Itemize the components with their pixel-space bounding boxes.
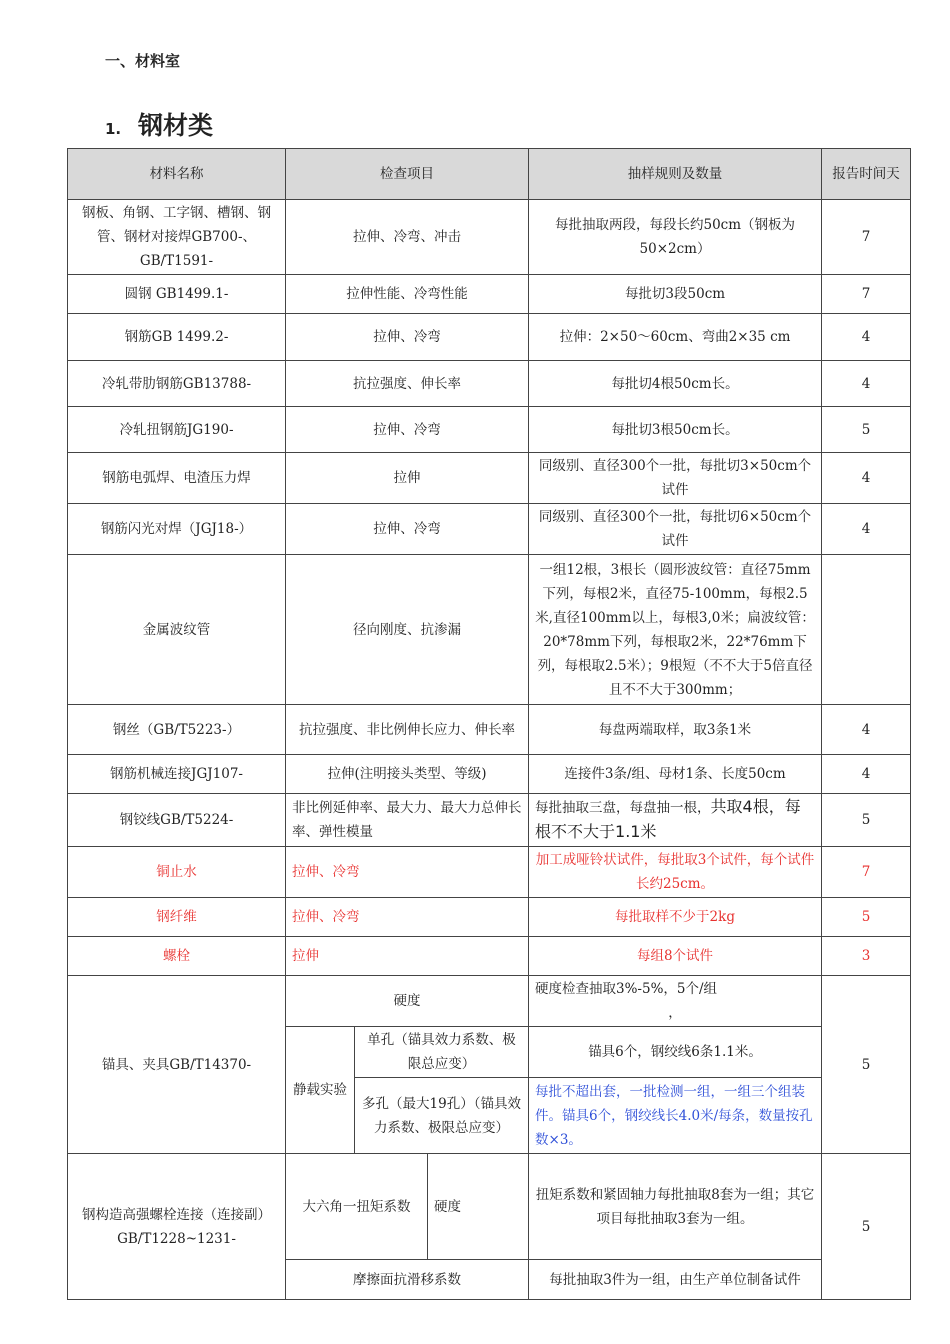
sampling-rule: 加工成哑铃状试件，每批取3个试件，每个试件长约25cm。 — [529, 847, 822, 898]
check-items: 拉伸、冷弯 — [286, 407, 529, 453]
report-days: 3 — [822, 937, 911, 976]
table-row — [68, 794, 911, 847]
table-row — [68, 200, 911, 275]
check-items: 拉伸 — [286, 453, 529, 504]
table-row — [68, 361, 911, 407]
sampling-rule: 每批取样不少于2kg — [529, 898, 822, 937]
material-name: 冷轧扭钢筋JG190- — [68, 407, 286, 453]
report-days: 7 — [822, 200, 911, 275]
sampling-rule-line: 硬度检查抽取3%-5%，5个/组 — [535, 981, 718, 997]
report-days: 5 — [822, 407, 911, 453]
material-name: 冷轧带肋钢筋GB13788- — [68, 361, 286, 407]
table-row — [68, 453, 911, 504]
check-item-friction: 摩擦面抗滑移系数 — [286, 1260, 529, 1300]
header-items: 检查项目 — [286, 149, 529, 200]
header-sampling: 抽样规则及数量 — [529, 149, 822, 200]
table-row — [68, 314, 911, 361]
heading-title: 钢材类 — [138, 111, 214, 140]
materials-table — [67, 148, 911, 1300]
sampling-rule: 同级别、直径300个一批，每批切6×50cm个试件 — [529, 504, 822, 555]
material-name: 钢筋GB 1499.2- — [68, 314, 286, 361]
check-items: 拉伸、冷弯 — [286, 847, 529, 898]
report-days: 4 — [822, 755, 911, 794]
report-days: 4 — [822, 314, 911, 361]
sampling-rule: 每批切3段50cm — [529, 275, 822, 314]
report-days: 7 — [822, 275, 911, 314]
material-name: 钢铰线GB/T5224- — [68, 794, 286, 847]
table-row — [68, 937, 911, 976]
material-name: 钢板、角钢、工字钢、槽钢、钢管、钢材对接焊GB700-、GB/T1591- — [68, 200, 286, 275]
check-items: 抗拉强度、伸长率 — [286, 361, 529, 407]
check-items: 非比例延伸率、最大力、最大力总伸长率、弹性模量 — [286, 794, 529, 847]
check-items: 拉伸、冷弯 — [286, 504, 529, 555]
report-days: 4 — [822, 453, 911, 504]
report-days: 5 — [822, 976, 911, 1154]
heading — [105, 106, 213, 142]
sampling-rule — [529, 976, 822, 1027]
check-items: 拉伸、冷弯、冲击 — [286, 200, 529, 275]
sampling-rule: 锚具6个，钢绞线6条1.1米。 — [529, 1027, 822, 1078]
report-days: 4 — [822, 504, 911, 555]
check-items: 拉伸、冷弯 — [286, 898, 529, 937]
check-items: 拉伸、冷弯 — [286, 314, 529, 361]
report-days: 7 — [822, 847, 911, 898]
sampling-rule: 扭矩系数和紧固轴力每批抽取8套为一组；其它项目每批抽取3套为一组。 — [529, 1154, 822, 1260]
report-days: 5 — [822, 1154, 911, 1300]
sampling-rule: 每批抽取两段，每段长约50cm（钢板为50×2cm） — [529, 200, 822, 275]
check-items: 抗拉强度、非比例伸长应力、伸长率 — [286, 705, 529, 755]
check-item-single-hole: 单孔（锚具效力系数、极限总应变） — [355, 1027, 529, 1078]
sampling-rule: 拉伸：2×50～60cm、弯曲2×35 cm — [529, 314, 822, 361]
header-material: 材料名称 — [68, 149, 286, 200]
check-items: 拉伸(注明接头类型、等级) — [286, 755, 529, 794]
sampling-rule: 每批切3根50cm长。 — [529, 407, 822, 453]
table-row — [68, 1154, 911, 1260]
heading-number: 1. — [105, 120, 122, 138]
sampling-rule: 一组12根，3根长（圆形波纹管：直径75mm下列，每根2米，直径75-100mm，每根2.5米,直径100mm以上，每根3,0米；扁波纹管：20*78mm下列，每根取2米，22*76mm下列，每根取2.5米）；9根短（不不大于5倍直径且不不大于300mm； — [529, 555, 822, 705]
material-name: 钢筋机械连接JGJ107- — [68, 755, 286, 794]
report-days: 4 — [822, 361, 911, 407]
sampling-rule: 每批不超出套，一批检测一组，一组三个组装件。锚具6个，钢绞线长4.0米/每条，数量按孔数×3。 — [529, 1078, 822, 1154]
material-name: 金属波纹管 — [68, 555, 286, 705]
sampling-rule-line: ， — [668, 1005, 682, 1021]
table-row — [68, 847, 911, 898]
material-name: 钢丝（GB/T5223-） — [68, 705, 286, 755]
table-row — [68, 898, 911, 937]
material-name: 圆钢 GB1499.1- — [68, 275, 286, 314]
check-item-hardness: 硬度 — [428, 1154, 529, 1260]
table-row — [68, 976, 911, 1027]
sampling-rule: 同级别、直径300个一批，每批切3×50cm个试件 — [529, 453, 822, 504]
check-items: 拉伸 — [286, 937, 529, 976]
table-row — [68, 504, 911, 555]
check-item-hardness: 硬度 — [286, 976, 529, 1027]
material-name: 铜止水 — [68, 847, 286, 898]
sampling-rule-emphasis: 共取4根，每根不不大于1.1米 — [535, 797, 801, 841]
sampling-rule: 每组8个试件 — [529, 937, 822, 976]
report-days: 5 — [822, 898, 911, 937]
sampling-rule-part: 每批抽取三盘，每盘抽一根， — [535, 800, 711, 816]
check-items: 拉伸性能、冷弯性能 — [286, 275, 529, 314]
sampling-rule: 每批切4根50cm长。 — [529, 361, 822, 407]
table-row — [68, 705, 911, 755]
check-items: 径向刚度、抗渗漏 — [286, 555, 529, 705]
header-row — [68, 149, 911, 200]
sampling-rule: 每盘两端取样，取3条1米 — [529, 705, 822, 755]
check-item-torque: 大六角一扭矩系数 — [286, 1154, 428, 1260]
sampling-rule: 每批抽取3件为一组，由生产单位制备试件 — [529, 1260, 822, 1300]
report-days — [822, 555, 911, 705]
sampling-rule — [529, 794, 822, 847]
table-row — [68, 407, 911, 453]
check-item-multi-hole: 多孔（最大19孔）（锚具效力系数、极限总应变） — [355, 1078, 529, 1154]
material-name: 钢纤维 — [68, 898, 286, 937]
check-item-static: 静载实验 — [286, 1027, 355, 1154]
material-name: 锚具、夹具GB/T14370- — [68, 976, 286, 1154]
sampling-rule: 连接件3条/组、母材1条、长度50cm — [529, 755, 822, 794]
report-days: 4 — [822, 705, 911, 755]
table-row — [68, 755, 911, 794]
material-name: 钢筋电弧焊、电渣压力焊 — [68, 453, 286, 504]
material-name: 螺栓 — [68, 937, 286, 976]
table-row — [68, 275, 911, 314]
header-days: 报告时间天 — [822, 149, 911, 200]
material-name: 钢构造高强螺栓连接（连接副）GB/T1228~1231- — [68, 1154, 286, 1300]
table-row — [68, 555, 911, 705]
material-name: 钢筋闪光对焊（JGJ18-） — [68, 504, 286, 555]
report-days: 5 — [822, 794, 911, 847]
section-title: 一、材料室 — [105, 52, 181, 70]
